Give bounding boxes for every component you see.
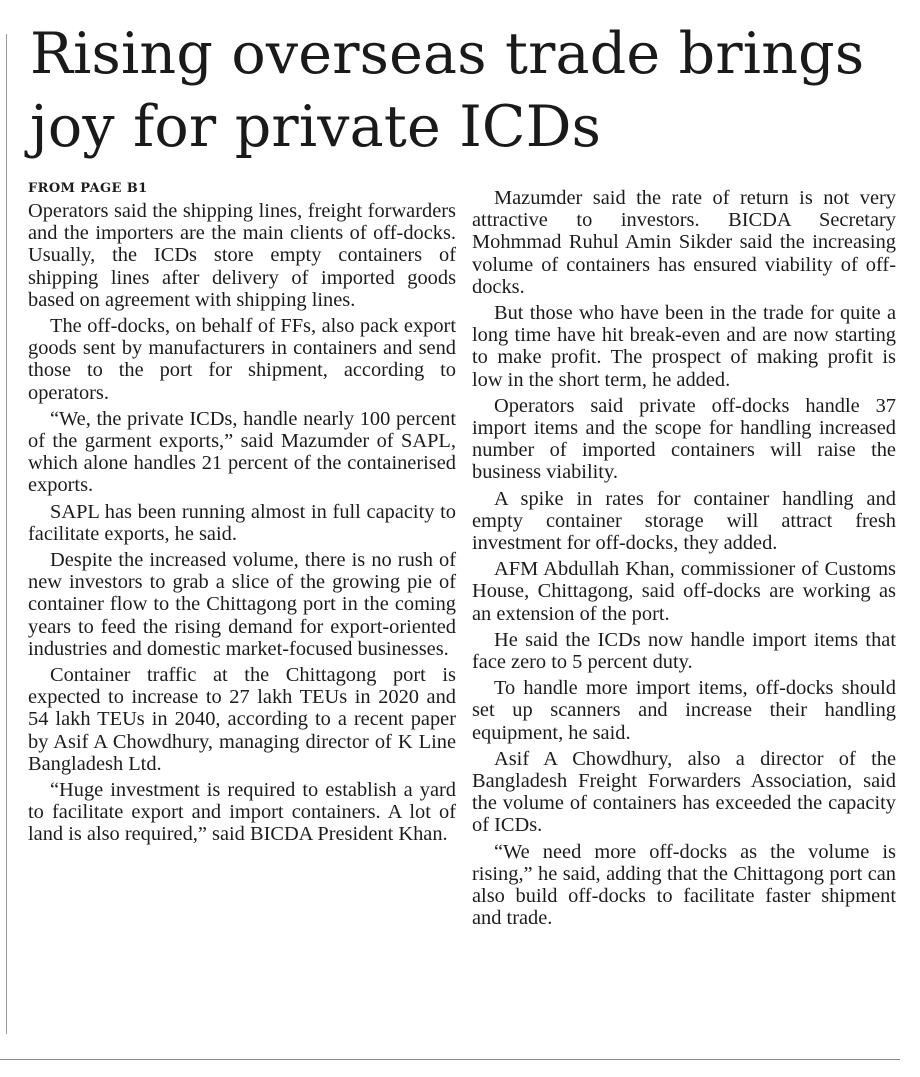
headline [30,18,910,164]
paragraph: Container traffic at the Chittagong port is expected to increase to 27 lakh TEUs in 2020 and 54 lakh TEUs in 2040, according to a recent paper by Asif A Chowdhury, managing director of K Line Bangladesh Ltd. [28,664,456,775]
article-column-right [472,187,896,934]
paragraph: To handle more import items, off-docks should set up scanners and increase their handling equipment, he said. [472,677,896,744]
headline-line-1: Rising overseas trade brings [30,21,865,87]
paragraph: “Huge investment is required to establish a yard to facilitate export and import containers. A lot of land is also required,” said BICDA President Khan. [28,779,456,846]
paragraph: But those who have been in the trade for quite a long time have hit break-even and are now starting to make profit. The prospect of making profit is low in the short term, he added. [472,302,896,391]
paragraph: A spike in rates for container handling and empty container storage will attract fresh investment for off-docks, they added. [472,487,896,555]
column-rule-left [6,34,7,1034]
page-bottom-rule [0,1059,900,1060]
paragraph: AFM Abdullah Khan, commissioner of Customs House, Chittagong, said off-docks are working as an extension of the port. [472,558,896,625]
paragraph: “We, the private ICDs, handle nearly 100 percent of the garment exports,” said Mazumder of SAPL, which alone handles 21 percent of the containerised exports. [28,407,456,497]
paragraph: “We need more off-docks as the volume is rising,” he said, adding that the Chittagong port can also build off-docks to facilitate faster shipment and trade. [472,840,896,930]
article-column-left [28,181,456,850]
headline-line-2: joy for private ICDs [30,94,602,160]
paragraph: Asif A Chowdhury, also a director of the Bangladesh Freight Forwarders Association, said the volume of containers has exceeded the capacity of ICDs. [472,747,896,837]
paragraph: He said the ICDs now handle import items that face zero to 5 percent duty. [472,628,896,674]
paragraph: Despite the increased volume, there is no rush of new investors to grab a slice of the growing pie of container flow to the Chittagong port in the coming years to feed the rising demand for export-oriented industries and domestic market-focused businesses. [28,549,456,660]
paragraph: The off-docks, on behalf of FFs, also pack export goods sent by manufacturers in containers and send those to the port for shipment, according to operators. [28,315,456,404]
paragraph: SAPL has been running almost in full capacity to facilitate exports, he said. [28,500,456,545]
paragraph: Operators said private off-docks handle 37 import items and the scope for handling increased number of imported containers will raise the business viability. [472,394,896,484]
paragraph: Operators said the shipping lines, freight forwarders and the importers are the main clients of off-docks. Usually, the ICDs store empty containers of shipping lines after delivery of imported goods based on agreement with shipping lines. [28,200,456,311]
continuation-kicker: FROM PAGE B1 [28,181,148,196]
paragraph: Mazumder said the rate of return is not very attractive to investors. BICDA Secretary Mohmmad Ruhul Amin Sikder said the increasing volume of containers has ensured viability of off-docks. [472,187,896,298]
